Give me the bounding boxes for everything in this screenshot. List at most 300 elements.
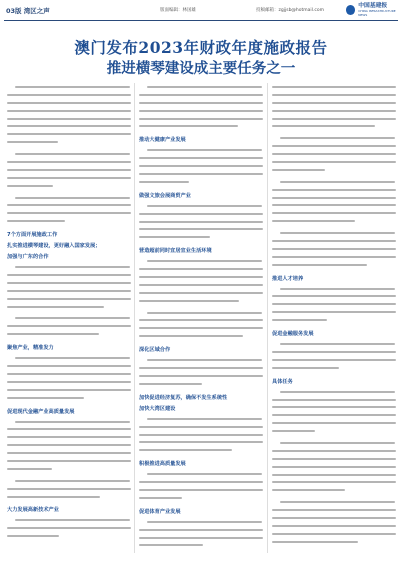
text-line-bar: [7, 282, 131, 284]
text-line-bar: [139, 441, 263, 443]
text-line: [7, 158, 131, 166]
text-line: [272, 530, 396, 538]
text-line-bar: [7, 177, 131, 179]
section-heading: 推动大健康产业发展: [139, 137, 186, 144]
text-line-bar: [15, 480, 130, 482]
text-line: [139, 265, 263, 273]
text-line-bar: [272, 264, 367, 266]
text-line: [272, 166, 396, 174]
text-line-bar: [15, 153, 130, 155]
paragraph: [139, 356, 263, 392]
text-line: [272, 122, 396, 130]
text-line-bar: [15, 266, 130, 268]
text-line-bar: [272, 450, 396, 452]
text-line-bar: [139, 367, 263, 369]
text-line-bar: [272, 295, 396, 297]
paragraph-gap: [139, 388, 263, 392]
text-line-bar: [272, 359, 396, 361]
text-line: [272, 538, 396, 546]
paragraph: [272, 388, 396, 439]
text-line-bar: [139, 449, 232, 451]
text-line: [272, 308, 396, 316]
text-line: [272, 261, 396, 269]
text-line: [7, 130, 131, 138]
text-line: [7, 493, 131, 501]
paragraph: [7, 263, 131, 314]
text-line-bar: [139, 165, 263, 167]
text-line: [272, 292, 396, 300]
text-line: [139, 486, 263, 494]
text-line: [7, 182, 131, 190]
section-heading: 促进现代金融产业高质量发展: [7, 408, 75, 415]
text-line-bar: [272, 240, 396, 242]
text-line-bar: [7, 185, 53, 187]
text-line-bar: [7, 488, 131, 490]
text-line: [272, 237, 396, 245]
paragraph-gap: [7, 500, 131, 504]
text-line: [272, 229, 396, 237]
text-line-bar: [139, 481, 263, 483]
text-line-bar: [280, 391, 395, 393]
text-line: [7, 378, 131, 386]
text-line: [139, 91, 263, 99]
text-line-bar: [272, 204, 396, 206]
paragraph: [7, 194, 131, 230]
text-line-bar: [7, 290, 131, 292]
text-line: [139, 146, 263, 154]
text-line: [139, 154, 263, 162]
text-line-bar: [7, 373, 131, 375]
text-line-bar: [7, 460, 131, 462]
paragraph: [139, 470, 263, 506]
paragraph: [139, 146, 263, 189]
text-line-bar: [147, 86, 262, 88]
text-line: [272, 83, 396, 91]
text-line-bar: [272, 161, 396, 163]
text-line-bar: [139, 157, 263, 159]
text-line-bar: [7, 204, 131, 206]
article-column-1: [7, 83, 131, 556]
text-line-bar: [272, 118, 396, 120]
text-line: [139, 115, 263, 123]
text-line: [7, 465, 131, 473]
text-line-bar: [147, 205, 262, 207]
section-heading: 具体任务: [272, 378, 293, 385]
text-line-bar: [139, 292, 263, 294]
text-line-bar: [139, 300, 239, 302]
paragraph: [7, 314, 131, 342]
text-line-bar: [139, 118, 263, 120]
text-line-bar: [139, 228, 263, 230]
text-line: [272, 253, 396, 261]
text-line-bar: [280, 137, 395, 139]
section-heading: 推进人才培养: [272, 275, 304, 282]
section-heading: 加快促进经济复苏，确保不发生系统性: [139, 394, 228, 401]
paragraph: [272, 285, 396, 328]
article-column-3: [272, 83, 396, 556]
section-heading: 大力发展高新技术产业: [7, 507, 59, 514]
text-line: [139, 178, 263, 186]
text-line-bar: [147, 418, 262, 420]
text-line-bar: [15, 519, 130, 521]
text-line: [7, 138, 131, 146]
text-line-bar: [139, 110, 263, 112]
paragraph-gap: [7, 338, 131, 342]
text-line-bar: [147, 473, 262, 475]
text-line-bar: [139, 544, 203, 546]
text-line: [7, 425, 131, 433]
text-line-bar: [272, 517, 396, 519]
text-line: [272, 91, 396, 99]
text-line: [7, 449, 131, 457]
text-line-bar: [272, 145, 396, 147]
paragraph-gap: [139, 130, 263, 134]
text-line: [7, 330, 131, 338]
section-heading: 促进体育产业发展: [139, 508, 181, 515]
text-line-bar: [147, 521, 262, 523]
section-heading: 7个方面开展施政工作: [7, 232, 58, 239]
text-line: [139, 122, 263, 130]
section-heading: 营造超前同时宜居宜业生活环境: [139, 248, 212, 255]
text-line: [139, 162, 263, 170]
paragraph: [272, 134, 396, 177]
text-line-bar: [7, 220, 65, 222]
text-line-bar: [139, 268, 263, 270]
text-line-bar: [272, 248, 396, 250]
text-line-bar: [7, 468, 52, 470]
text-line: [7, 150, 131, 158]
text-line: [272, 439, 396, 447]
paragraph-gap: [139, 241, 263, 245]
text-line: [7, 99, 131, 107]
text-line-bar: [272, 212, 396, 214]
text-line-bar: [272, 197, 396, 199]
text-line: [272, 142, 396, 150]
article-subtitle: 推进横琴建设成主要任务之一: [106, 60, 296, 77]
text-line: [139, 210, 263, 218]
paragraph-gap: [272, 324, 396, 328]
text-line: [7, 370, 131, 378]
column-divider: [134, 83, 135, 553]
text-line-bar: [139, 236, 210, 238]
text-line-bar: [139, 327, 263, 329]
text-line-bar: [272, 169, 325, 171]
text-line: [272, 209, 396, 217]
paragraph: [139, 518, 263, 554]
text-line-bar: [7, 436, 131, 438]
text-line-bar: [7, 444, 131, 446]
text-line: [272, 285, 396, 293]
text-line-bar: [272, 189, 396, 191]
text-line-bar: [272, 458, 396, 460]
paragraph: [7, 150, 131, 193]
text-line: [7, 418, 131, 426]
text-line: [272, 522, 396, 530]
text-line-bar: [280, 442, 395, 444]
text-line: [272, 411, 396, 419]
text-line: [272, 201, 396, 209]
text-line: [7, 174, 131, 182]
text-line-bar: [7, 161, 131, 163]
text-line-bar: [280, 288, 395, 290]
logo-subtitle: CHINA INFRASTRUCTURE NEWS: [358, 9, 396, 17]
text-line-bar: [272, 422, 396, 424]
text-line: [139, 364, 263, 372]
paragraph-gap: [139, 549, 263, 553]
text-line: [139, 431, 263, 439]
paragraph-gap: [272, 546, 396, 550]
section-heading: 扎实推进横琴建设，更好融入国家发展；: [7, 243, 101, 250]
text-line-bar: [139, 181, 189, 183]
text-line: [7, 394, 131, 402]
text-line-bar: [15, 197, 130, 199]
text-line: [272, 427, 396, 435]
text-line: [139, 170, 263, 178]
text-line: [139, 309, 263, 317]
text-line: [272, 356, 396, 364]
text-line: [139, 438, 263, 446]
text-line: [7, 122, 131, 130]
text-line: [7, 433, 131, 441]
text-line-bar: [139, 276, 263, 278]
paragraph-gap: [139, 340, 263, 344]
text-line: [7, 524, 131, 532]
submission-email: 投稿邮箱：zgjjsb@hotmail.com: [256, 8, 324, 13]
text-line: [139, 372, 263, 380]
text-line-bar: [272, 256, 396, 258]
text-line-bar: [272, 509, 396, 511]
text-line-bar: [139, 383, 202, 385]
text-line: [7, 209, 131, 217]
text-line: [7, 271, 131, 279]
text-line: [272, 134, 396, 142]
text-line-bar: [272, 466, 396, 468]
logo-name: 中国基建报: [358, 3, 388, 9]
text-line-bar: [272, 406, 396, 408]
text-line-bar: [7, 102, 131, 104]
paragraph: [139, 309, 263, 345]
text-line-bar: [272, 399, 396, 401]
paragraph-gap: [139, 502, 263, 506]
paragraph: [7, 418, 131, 477]
text-line-bar: [139, 375, 263, 377]
text-line: [272, 99, 396, 107]
paragraph-gap: [7, 225, 131, 229]
text-line-bar: [147, 359, 262, 361]
section-heading: 积极推进高质量发展: [139, 461, 186, 468]
text-line-bar: [15, 317, 130, 319]
text-line: [272, 316, 396, 324]
article-title: 澳门发布2023年财政年度施政报告: [74, 38, 328, 57]
text-line-bar: [139, 102, 263, 104]
text-line-bar: [139, 173, 263, 175]
paragraph: [7, 477, 131, 505]
text-line-bar: [147, 260, 262, 262]
header-rule: [4, 20, 398, 21]
text-line-bar: [7, 389, 131, 391]
text-line: [139, 316, 263, 324]
text-line: [139, 218, 263, 226]
paragraph: [139, 202, 263, 245]
text-line: [139, 297, 263, 305]
text-line: [272, 396, 396, 404]
text-line: [7, 263, 131, 271]
text-line: [7, 194, 131, 202]
text-line-bar: [15, 421, 130, 423]
text-line: [272, 463, 396, 471]
text-line: [7, 322, 131, 330]
page-header: [0, 0, 402, 20]
text-line: [7, 516, 131, 524]
text-line: [272, 486, 396, 494]
text-line: [272, 403, 396, 411]
text-line-bar: [272, 430, 315, 432]
text-line-bar: [7, 169, 131, 171]
text-line: [272, 455, 396, 463]
paragraph-gap: [272, 269, 396, 273]
text-line-bar: [272, 481, 396, 483]
text-line: [7, 441, 131, 449]
text-line: [139, 478, 263, 486]
paragraph: [7, 83, 131, 150]
text-line: [139, 332, 263, 340]
text-line: [7, 287, 131, 295]
text-line: [7, 532, 131, 540]
column-divider: [267, 83, 268, 553]
text-line-bar: [147, 149, 262, 151]
text-line-bar: [272, 153, 396, 155]
section-heading: 加强与广东的合作: [7, 254, 49, 261]
text-line: [7, 386, 131, 394]
paragraph-gap: [7, 540, 131, 544]
text-line-bar: [272, 319, 327, 321]
text-line-bar: [139, 335, 243, 337]
text-line: [139, 423, 263, 431]
paragraph-gap: [7, 402, 131, 406]
text-line: [139, 83, 263, 91]
text-line: [139, 518, 263, 526]
text-line-bar: [7, 428, 131, 430]
logo-emblem-icon: [346, 5, 355, 15]
text-line: [139, 107, 263, 115]
text-line-bar: [7, 125, 131, 127]
text-line: [272, 471, 396, 479]
text-line: [272, 107, 396, 115]
text-line: [272, 506, 396, 514]
article-column-2: [139, 83, 263, 556]
text-line-bar: [272, 311, 396, 313]
text-line: [7, 477, 131, 485]
text-line-bar: [280, 181, 395, 183]
text-line-bar: [15, 357, 130, 359]
text-line: [139, 324, 263, 332]
paragraph: [272, 498, 396, 549]
text-line-bar: [272, 86, 396, 88]
text-line-bar: [272, 489, 345, 491]
text-line-bar: [7, 527, 131, 529]
text-line: [272, 419, 396, 427]
paragraph: [7, 354, 131, 405]
text-line: [272, 514, 396, 522]
text-line: [7, 354, 131, 362]
text-line-bar: [7, 365, 131, 367]
text-line: [139, 281, 263, 289]
text-line: [7, 279, 131, 287]
text-line: [272, 245, 396, 253]
text-line: [139, 273, 263, 281]
text-line-bar: [139, 319, 263, 321]
text-line: [272, 178, 396, 186]
text-line: [7, 217, 131, 225]
text-line: [139, 99, 263, 107]
text-line-bar: [15, 86, 130, 88]
text-line-bar: [139, 221, 263, 223]
section-heading: 促进金融服务发展: [272, 331, 314, 338]
paragraph: [139, 83, 263, 134]
text-line-bar: [272, 474, 396, 476]
text-line: [139, 289, 263, 297]
section-heading: 做强文旅会展商贸产业: [139, 192, 191, 199]
text-line: [272, 217, 396, 225]
text-line-bar: [7, 381, 131, 383]
text-line: [139, 534, 263, 542]
text-line-bar: [272, 220, 355, 222]
paragraph: [7, 516, 131, 544]
paragraph-gap: [139, 454, 263, 458]
text-line-bar: [139, 426, 263, 428]
text-line: [7, 362, 131, 370]
text-line: [272, 115, 396, 123]
text-line-bar: [7, 110, 131, 112]
text-line: [7, 83, 131, 91]
text-line-bar: [7, 94, 131, 96]
text-line: [272, 348, 396, 356]
text-line: [272, 300, 396, 308]
text-line: [139, 356, 263, 364]
text-line-bar: [7, 306, 104, 308]
text-line-bar: [139, 434, 263, 436]
text-line: [139, 470, 263, 478]
text-line: [7, 457, 131, 465]
text-line: [139, 541, 263, 549]
text-line: [7, 303, 131, 311]
text-line-bar: [272, 414, 396, 416]
text-line: [7, 485, 131, 493]
text-line-bar: [272, 525, 396, 527]
text-line-bar: [280, 232, 395, 234]
text-line: [139, 257, 263, 265]
paragraph: [272, 83, 396, 134]
text-line: [7, 107, 131, 115]
text-line-bar: [7, 141, 58, 143]
paragraph: [139, 415, 263, 458]
text-line: [272, 150, 396, 158]
text-line: [7, 201, 131, 209]
text-line: [272, 388, 396, 396]
text-line: [139, 225, 263, 233]
text-line-bar: [272, 533, 396, 535]
paragraph: [272, 178, 396, 229]
text-line: [272, 194, 396, 202]
paragraph: [272, 229, 396, 272]
text-line-bar: [7, 325, 131, 327]
section-heading: 深化区域合作: [139, 347, 171, 354]
text-line-bar: [139, 489, 263, 491]
text-line-bar: [7, 274, 131, 276]
text-line-bar: [147, 312, 262, 314]
text-line: [7, 115, 131, 123]
text-line: [7, 91, 131, 99]
